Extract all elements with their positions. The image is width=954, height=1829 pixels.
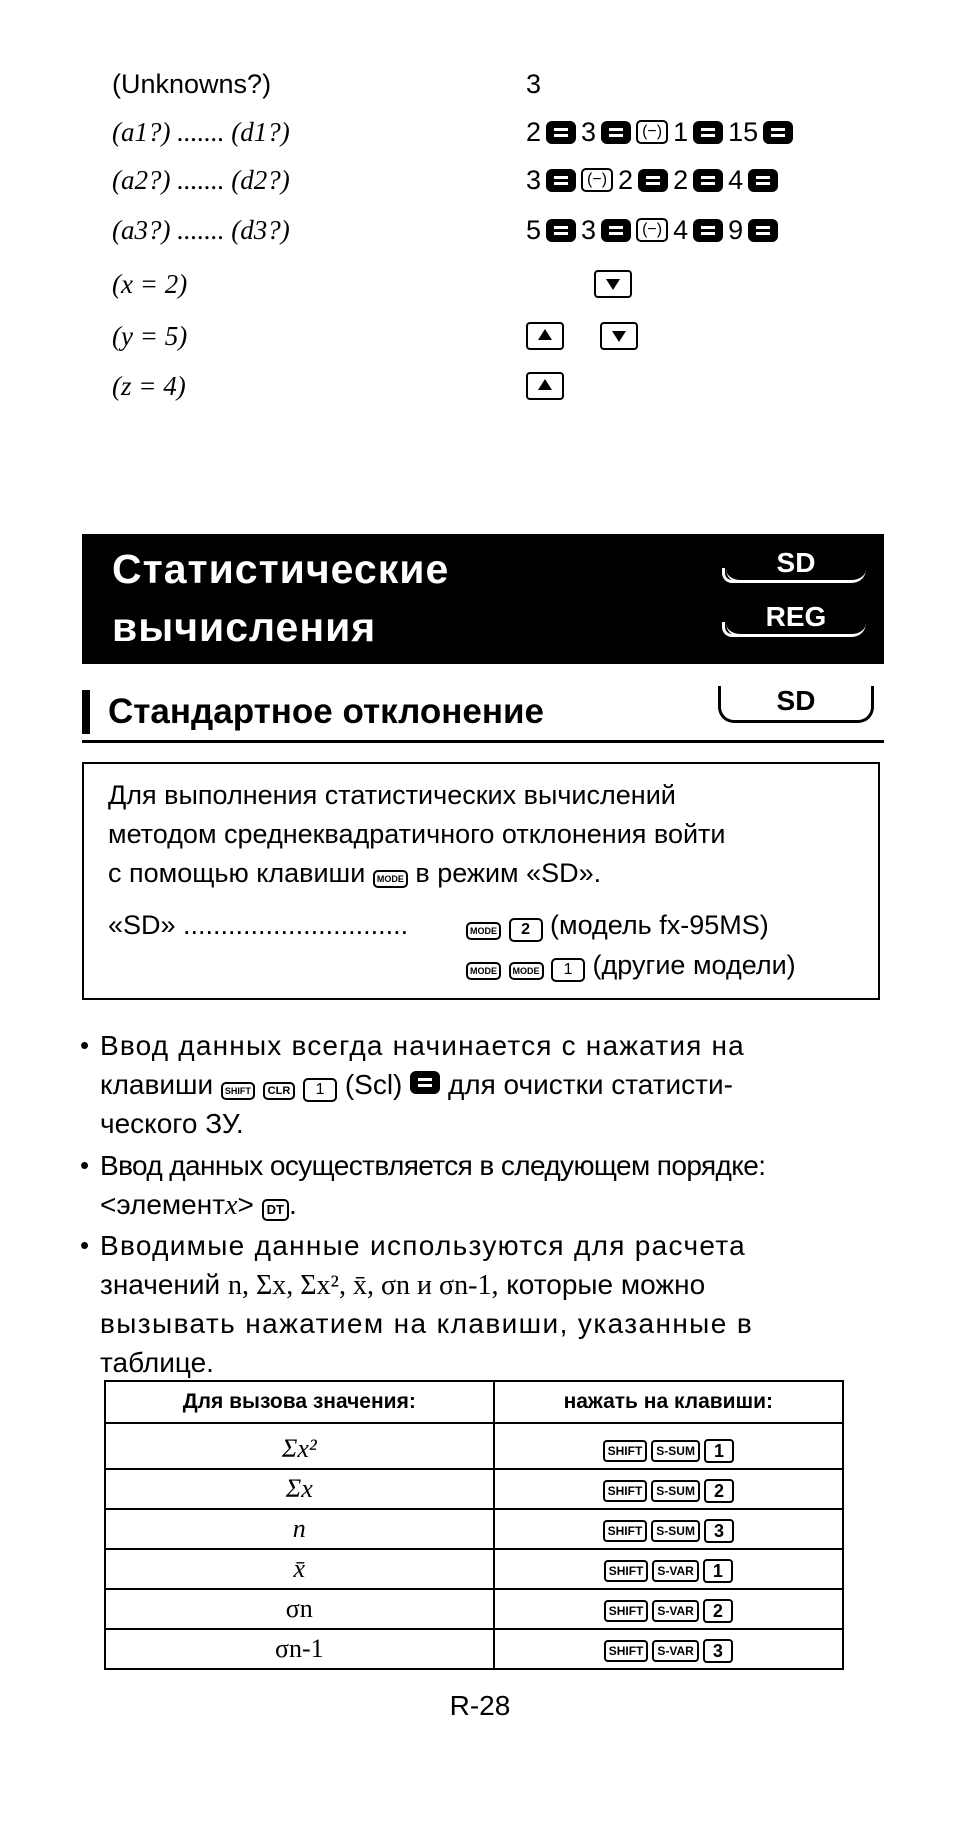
num: 15 <box>728 116 759 147</box>
unknowns-value <box>526 64 541 104</box>
y-result-label: (y = 5) <box>112 321 188 351</box>
down-arrow-key-icon <box>600 322 638 350</box>
num: 3 <box>581 214 597 245</box>
equals-key-icon <box>748 169 778 192</box>
sum-x2-symbol: Σx² <box>105 1423 494 1469</box>
equals-key-icon <box>601 121 631 144</box>
x-result-seq <box>594 264 632 304</box>
element-close: > <box>237 1189 254 1220</box>
shift-key: SHIFT <box>604 1600 649 1622</box>
z-result-label: (z = 4) <box>112 371 186 401</box>
sigma-n-symbol: σn <box>105 1589 494 1629</box>
element-text: <элемент <box>100 1189 226 1220</box>
num: 5 <box>526 214 542 245</box>
key-1: 1 <box>551 958 585 982</box>
values-symbols: n, Σx, Σx², x̄, σn и σn-1, <box>227 1270 499 1301</box>
table-row <box>105 1469 843 1509</box>
equals-key-icon <box>748 219 778 242</box>
up-arrow-key-icon <box>526 372 564 400</box>
key-2: 2 <box>509 918 543 942</box>
key-2: 2 <box>704 1479 734 1503</box>
num: 3 <box>526 164 542 195</box>
bullet2-line1: Ввод данных осуществляется в следующем порядке: <box>100 1150 766 1181</box>
mode-key: MODE <box>373 870 408 888</box>
element-x: x <box>225 1190 238 1221</box>
s-sum-key: S-SUM <box>651 1480 700 1502</box>
y-result-seq <box>526 316 638 356</box>
info-line-3a: с помощью клавиши <box>108 858 366 888</box>
shift-key: SHIFT <box>603 1480 648 1502</box>
equals-key-icon <box>693 219 723 242</box>
key-3: 3 <box>703 1639 733 1663</box>
equals-key-icon <box>546 219 576 242</box>
s-sum-key: S-SUM <box>651 1440 700 1462</box>
unknowns-label: (Unknowns?) <box>112 69 272 99</box>
section-title: Стандартное отклонение <box>108 692 544 731</box>
key-3: 3 <box>704 1519 734 1543</box>
key-2: 2 <box>703 1599 733 1623</box>
negative-key: (−) <box>636 218 668 242</box>
section-sd-badge: SD <box>718 686 874 723</box>
down-arrow-key-icon <box>594 270 632 298</box>
s-var-key: S-VAR <box>652 1600 698 1622</box>
equals-key-icon <box>693 169 723 192</box>
bullet1-text: клавиши <box>100 1069 214 1100</box>
sd-mode-badge: SD <box>726 548 866 583</box>
table-keys <box>494 1629 843 1669</box>
mode-key: MODE <box>509 962 544 980</box>
model-fx95ms: (модель fx-95MS) <box>550 910 769 940</box>
table-row <box>105 1549 843 1589</box>
x-result-label: (x = 2) <box>112 269 188 299</box>
coef-row-1-seq <box>526 112 793 152</box>
chapter-title <box>112 540 449 656</box>
shift-key: SHIFT <box>221 1082 255 1100</box>
info-line-2: методом среднеквадратичного отклонения войти <box>108 819 726 849</box>
info-line-1: Для выполнения статистических вычислений <box>108 780 676 810</box>
bullet1-line1: Ввод данных всегда начинается с нажатия на <box>100 1030 745 1061</box>
num: 9 <box>728 214 744 245</box>
equals-key-icon <box>546 121 576 144</box>
chapter-title-line2: вычисления <box>112 604 377 650</box>
num: 4 <box>728 164 744 195</box>
table-keys <box>494 1469 843 1509</box>
table-keys <box>494 1589 843 1629</box>
info-line-3b: в режим «SD». <box>415 858 602 888</box>
shift-key: SHIFT <box>603 1520 648 1542</box>
mode-key: MODE <box>466 962 501 980</box>
table-row <box>105 1629 843 1669</box>
key-1: 1 <box>703 1559 733 1583</box>
mean-symbol: x̄ <box>105 1549 494 1589</box>
negative-key: (−) <box>636 120 668 144</box>
sigma-n-1-symbol: σn-1 <box>105 1629 494 1669</box>
s-var-key: S-VAR <box>652 1640 698 1662</box>
bullet1-line3: ческого ЗУ. <box>100 1108 244 1139</box>
bullet1-text-end: для очистки статисти- <box>447 1069 733 1100</box>
bullet-icon: • <box>80 1230 90 1260</box>
coef-row-2-label: (a2?) ....... (d2?) <box>112 165 290 195</box>
table-header <box>105 1381 843 1423</box>
equals-key-icon <box>638 169 668 192</box>
table-header-left: Для вызова значения: <box>105 1381 494 1423</box>
model-other: (другие модели) <box>592 950 796 980</box>
equals-key-icon <box>410 1071 440 1094</box>
s-var-key: S-VAR <box>652 1560 698 1582</box>
bullet-icon: • <box>80 1030 90 1060</box>
bullet2-line2: <элементx> DT . <box>100 1189 297 1221</box>
coef-row-1-label: (a1?) ....... (d1?) <box>112 117 290 147</box>
num: 2 <box>618 164 634 195</box>
table-row <box>105 1509 843 1549</box>
n-symbol: n <box>105 1509 494 1549</box>
coef-row-3-seq <box>526 210 778 250</box>
sd-keys-fx95 <box>466 906 769 945</box>
shift-key: SHIFT <box>604 1640 649 1662</box>
s-sum-key: S-SUM <box>651 1520 700 1542</box>
table-keys <box>494 1549 843 1589</box>
table-row <box>105 1589 843 1629</box>
coef-row-3-label: (a3?) ....... (d3?) <box>112 215 290 245</box>
equals-key-icon <box>763 121 793 144</box>
key-1: 1 <box>704 1439 734 1463</box>
clr-key: CLR <box>263 1082 296 1100</box>
unknowns-count: 3 <box>526 68 542 99</box>
num: 4 <box>673 214 689 245</box>
bullet3-line4: таблице. <box>100 1347 214 1378</box>
table-keys <box>494 1423 843 1469</box>
sd-keys-other <box>466 946 796 985</box>
table-row <box>105 1423 843 1469</box>
num: 1 <box>673 116 689 147</box>
bullet3-line2 <box>100 1265 705 1305</box>
bullet3-line1: Вводимые данные используются для расчета <box>100 1230 747 1261</box>
z-result-seq <box>526 366 564 406</box>
num: 2 <box>673 164 689 195</box>
section-marker <box>82 690 90 734</box>
equals-key-icon <box>601 219 631 242</box>
sum-x-symbol: Σx <box>105 1469 494 1509</box>
sd-label: «SD» .............................. <box>108 910 409 940</box>
page-number: R-28 <box>449 1690 511 1721</box>
chapter-title-line1: Статистические <box>112 546 450 592</box>
shift-key: SHIFT <box>604 1560 649 1582</box>
bullet3-line3: вызывать нажатием на клавиши, указанные в <box>100 1308 754 1339</box>
coef-row-2-seq <box>526 160 778 200</box>
dt-key: DT <box>262 1199 289 1221</box>
equals-key-icon <box>693 121 723 144</box>
num: 3 <box>581 116 597 147</box>
bullet-icon: • <box>80 1150 90 1180</box>
up-arrow-key-icon <box>526 322 564 350</box>
num: 2 <box>526 116 542 147</box>
shift-key: SHIFT <box>603 1440 648 1462</box>
equals-key-icon <box>546 169 576 192</box>
scl-label: (Scl) <box>344 1069 403 1100</box>
bullet1-line2 <box>100 1065 733 1104</box>
negative-key: (−) <box>581 168 613 192</box>
section-rule <box>82 740 884 743</box>
values-text-end: которые можно <box>506 1269 706 1300</box>
info-line-3 <box>108 854 601 893</box>
reg-mode-badge: REG <box>726 602 866 637</box>
values-text: значений <box>100 1269 221 1300</box>
table-header-right: нажать на клавиши: <box>494 1381 843 1423</box>
table-keys <box>494 1509 843 1549</box>
mode-key: MODE <box>466 922 501 940</box>
key-table <box>104 1380 844 1670</box>
key-1: 1 <box>303 1078 337 1102</box>
